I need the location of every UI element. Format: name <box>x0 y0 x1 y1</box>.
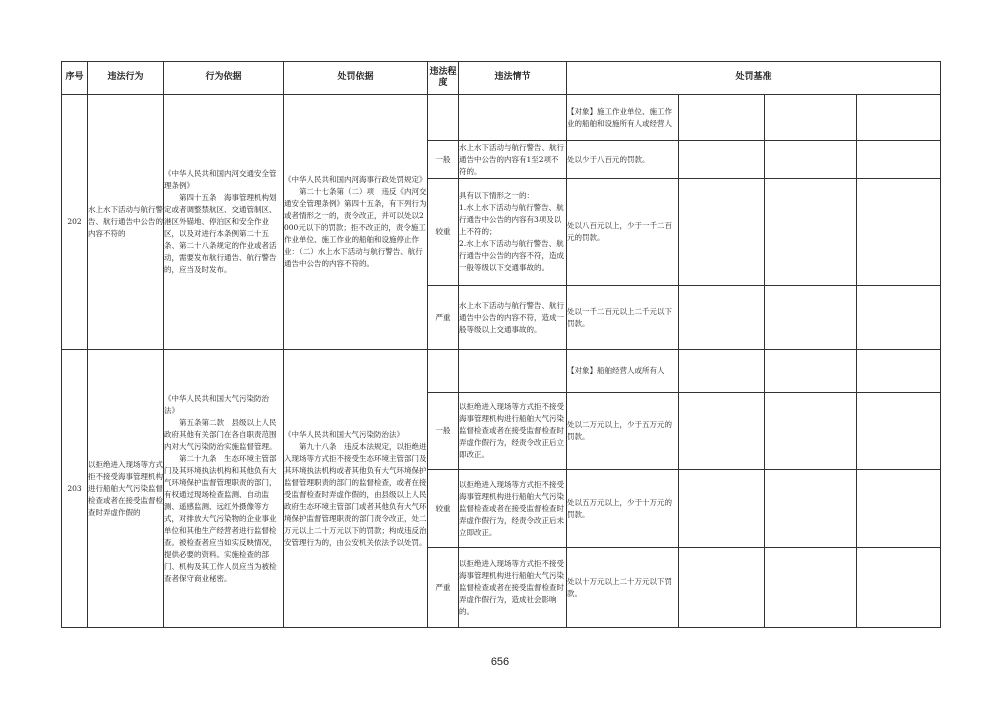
level-standard: 处以少于八百元的罚款。 <box>567 141 679 179</box>
level-degree: 严重 <box>428 286 459 350</box>
empty-cell <box>679 548 765 628</box>
level-standard: 处以二万元以上，少于五万元的罚款。 <box>567 393 679 470</box>
empty-cell <box>765 548 857 628</box>
empty-cell <box>459 95 567 141</box>
level-degree: 一般 <box>428 393 459 470</box>
header-basis: 行为依据 <box>164 62 284 95</box>
level-circumstance: 水上水下活动与航行警告、航行通告中公告的内容有1至2项不符的。 <box>459 141 567 179</box>
empty-cell <box>679 179 765 286</box>
empty-cell <box>765 95 857 141</box>
record-no: 202 <box>62 95 88 350</box>
empty-cell <box>765 179 857 286</box>
level-standard: 处以五万元以上，少于十万元的罚款。 <box>567 470 679 548</box>
record-object: 【对象】船舶经营人或所有人 <box>567 350 679 393</box>
empty-cell <box>679 350 765 393</box>
empty-cell <box>765 141 857 179</box>
header-circumstance: 违法情节 <box>459 62 567 95</box>
level-circumstance: 水上水下活动与航行警告、航行通告中公告的内容不符，造成一般等级以上交通事故的。 <box>459 286 567 350</box>
empty-cell <box>857 350 941 393</box>
empty-cell <box>857 179 941 286</box>
level-circumstance: 以拒绝进入现场等方式拒不接受海事管理机构进行船舶大气污染监督检查或者在接受监督检查时弄虚作假行为，经责令改正后立即改正。 <box>459 393 567 470</box>
level-circumstance: 具有以下情形之一的： 1.水上水下活动与航行警告、航行通告中公告的内容有3项及以上不符的； 2.水上水下活动与航行警告、航行通告中公告的内容不符，造成一般等级以下交通事故的。 <box>459 179 567 286</box>
empty-cell <box>857 548 941 628</box>
empty-cell <box>857 141 941 179</box>
header-behavior: 违法行为 <box>88 62 164 95</box>
record-penalty-basis: 《中华人民共和国内河海事行政处罚规定》 第二十七条第（二）项 违反《内河交通安全管理条例》第四十五条，有下列行为或者情形之一的，责令改正，并可以处以2000元以下的罚款；拒不改正的，责令施工作业单位、施工作业的船舶和设施停止作业：（二）水上水下活动与航行警告、航行通告中公告的内容不符的。 <box>284 95 428 350</box>
empty-cell <box>428 95 459 141</box>
empty-cell <box>428 350 459 393</box>
empty-cell <box>679 286 765 350</box>
empty-cell <box>857 393 941 470</box>
record-basis: 《中华人民共和国大气污染防治法》 第五条第二款 县级以上人民政府其他有关部门在各自职责范围内对大气污染防治实施监督管理。 第二十九条 生态环境主管部门及其环境执法机构和其他负有大气环境保护监督管理职责的部门，有权通过现场检查监测、自动监测、遥感监测、远红外摄像等方式，对排放大气污染物的企业事业单位和其他生产经营者进行监督检查。被检查者应当如实反映情况，提供必要的资料。实施检查的部门、机构及其工作人员应当为被检查者保守商业秘密。 <box>164 350 284 628</box>
empty-cell <box>765 286 857 350</box>
header-no: 序号 <box>62 62 88 95</box>
header-degree: 违法程度 <box>428 62 459 95</box>
header-standard: 处罚基准 <box>567 62 941 95</box>
table-row <box>62 95 941 141</box>
level-standard: 处以八百元以上，少于一千二百元的罚款。 <box>567 179 679 286</box>
record-behavior: 以拒绝进入现场等方式拒不接受海事管理机构进行船舶大气污染监督检查或者在接受监督检查时弄虚作假的 <box>88 350 164 628</box>
empty-cell <box>679 393 765 470</box>
level-degree: 较重 <box>428 470 459 548</box>
level-circumstance: 以拒绝进入现场等方式拒不接受海事管理机构进行船舶大气污染监督检查或者在接受监督检查时弄虚作假行为，造成社会影响的。 <box>459 548 567 628</box>
empty-cell <box>679 95 765 141</box>
header-penalty-basis: 处罚依据 <box>284 62 428 95</box>
level-degree: 一般 <box>428 141 459 179</box>
empty-cell <box>765 470 857 548</box>
empty-cell <box>459 350 567 393</box>
record-penalty-basis: 《中华人民共和国大气污染防治法》 第九十八条 违反本法规定，以拒绝进入现场等方式拒不接受生态环境主管部门及其环境执法机构或者其他负有大气环境保护监督管理职责的部门的监督检查，或者在接受监督检查时弄虚作假的，由县级以上人民政府生态环境主管部门或者其他负有大气环境保护监督管理职责的部门责令改正，处二万元以上二十万元以下的罚款；构成违反治安管理行为的，由公安机关依法予以处罚。 <box>284 350 428 628</box>
level-degree: 严重 <box>428 548 459 628</box>
empty-cell <box>765 350 857 393</box>
empty-cell <box>679 141 765 179</box>
empty-cell <box>857 470 941 548</box>
level-circumstance: 以拒绝进入现场等方式拒不接受海事管理机构进行船舶大气污染监督检查或者在接受监督检查时弄虚作假行为，经责令改正后未立即改正。 <box>459 470 567 548</box>
empty-cell <box>765 393 857 470</box>
record-no: 203 <box>62 350 88 628</box>
empty-cell <box>857 286 941 350</box>
table-row <box>62 350 941 393</box>
penalty-standard-table <box>61 61 941 628</box>
record-object: 【对象】施工作业单位、施工作业的船舶和设施所有人或经营人 <box>567 95 679 141</box>
level-degree: 较重 <box>428 179 459 286</box>
level-standard: 处以十万元以上二十万元以下罚款。 <box>567 548 679 628</box>
record-behavior: 水上水下活动与航行警告、航行通告中公告的内容不符的 <box>88 95 164 350</box>
empty-cell <box>857 95 941 141</box>
level-standard: 处以一千二百元以上二千元以下罚款。 <box>567 286 679 350</box>
record-basis: 《中华人民共和国内河交通安全管理条例》 第四十五条 海事管理机构划定或者调整禁航区、交通管制区、港区外锚地、停泊区和安全作业区，以及对进行本条例第二十五条、第二十八条规定的作业或者活动，需要发布航行通告、航行警告的，应当及时发布。 <box>164 95 284 350</box>
page-number: 656 <box>490 656 510 668</box>
table-header-row <box>62 62 941 95</box>
empty-cell <box>679 470 765 548</box>
